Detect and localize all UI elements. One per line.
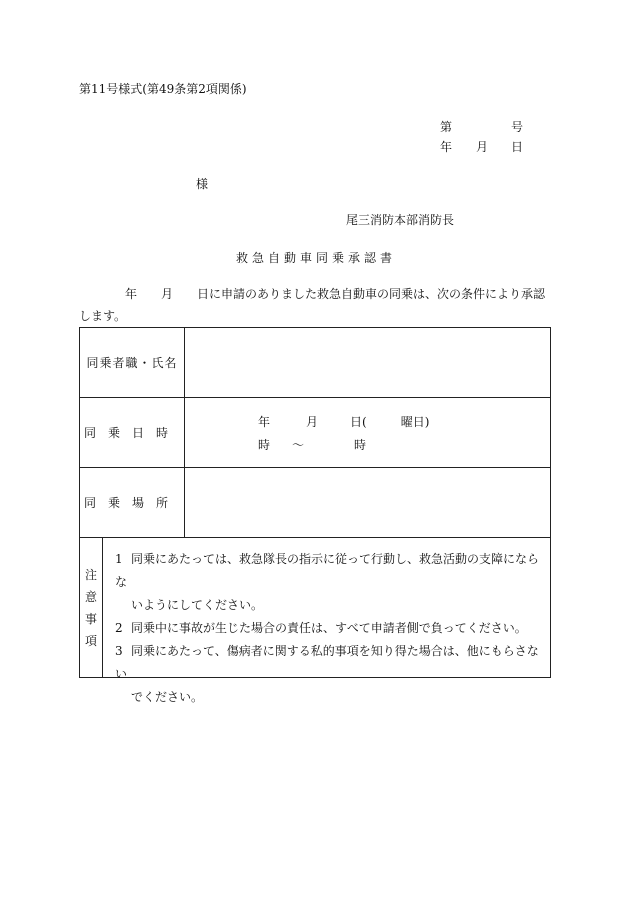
issuer-name: 尾三消防本部消防長 — [346, 213, 455, 227]
body-month-label: 月 — [161, 287, 174, 301]
date-day-label: 日 — [511, 140, 524, 154]
ride-place-field[interactable] — [185, 468, 551, 538]
list-item: 2 同乗中に事故が生じた場合の責任は、すべて申請者側で負ってください。 — [115, 621, 527, 635]
document-title: 救急自動車同乗承認書 — [236, 251, 397, 265]
table-row — [80, 328, 551, 398]
datetime-line-date: 年 月 日( 曜日) — [258, 415, 430, 429]
list-item: 3 同乗にあたって、傷病者に関する私的事項を知り得た場合は、他にもらさない でください。 — [115, 644, 539, 704]
body-paragraph — [79, 283, 551, 327]
companion-name-label: 同乗者職・氏名 — [80, 328, 185, 398]
table-row — [80, 398, 551, 468]
date-year-label: 年 — [440, 140, 453, 154]
notes-heading: 注 意 事 項 — [80, 538, 103, 677]
date-month-label: 月 — [476, 140, 489, 154]
ride-datetime-label: 同乗日時 — [80, 398, 185, 468]
notes-list — [103, 538, 550, 704]
body-year-label: 年 — [125, 287, 138, 301]
form-number: 第11号様式(第49条第2項関係) — [79, 82, 247, 96]
notes-cell — [80, 538, 551, 704]
approval-table — [79, 327, 551, 704]
datetime-line-time: 時 ～ 時 — [258, 438, 367, 452]
ride-place-label: 同乗場所 — [80, 468, 185, 538]
document-number-suffix: 号 — [511, 120, 524, 134]
companion-name-field[interactable] — [185, 328, 551, 398]
document-number-prefix: 第 — [440, 120, 453, 134]
list-item: 1 同乗にあたっては、救急隊長の指示に従って行動し、救急活動の支障にならな いようにしてください。 — [115, 552, 540, 612]
addressee-suffix: 様 — [196, 177, 209, 191]
body-text-rest: 日に申請のありました救急自動車の同乗は、次の条件により承認します。 — [79, 287, 546, 323]
ride-datetime-field[interactable] — [185, 398, 551, 468]
table-row — [80, 468, 551, 538]
table-row — [80, 538, 551, 678]
